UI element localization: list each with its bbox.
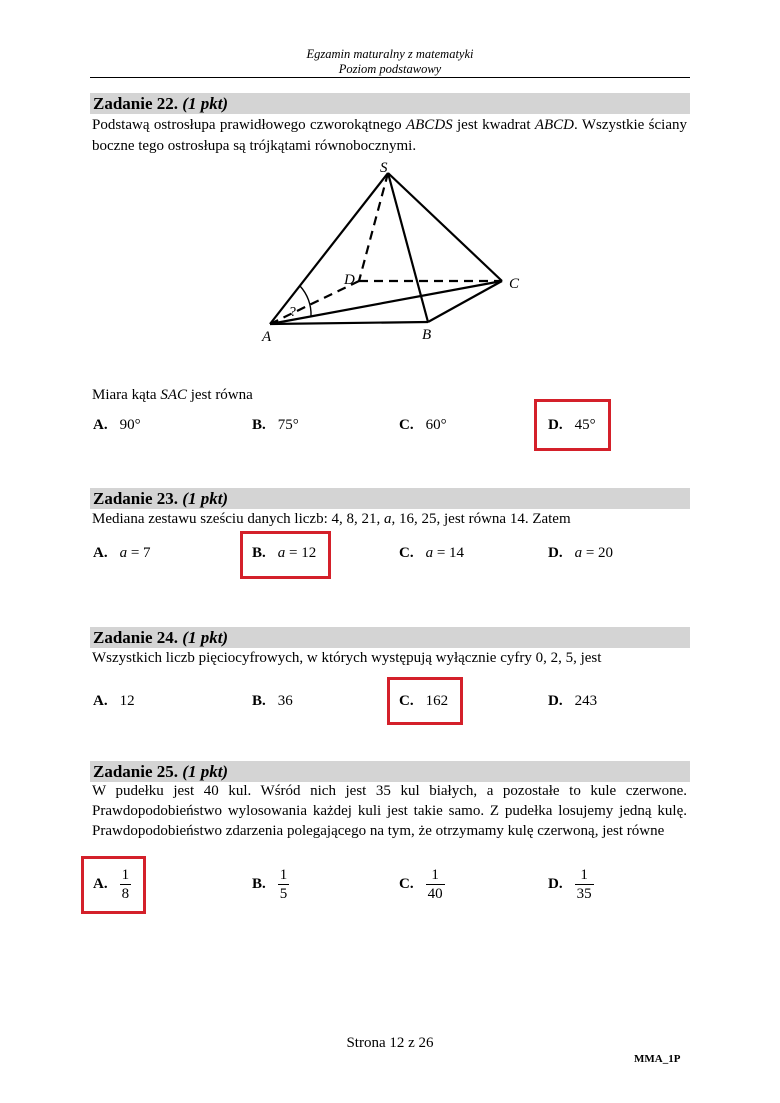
task-22-option-b[interactable]: B. 75° (252, 417, 299, 433)
task-24-text: Wszystkich liczb pięciocyfrowych, w których występują wyłącznie cyfry 0, 2, 5, jest (92, 650, 602, 666)
task-23-title: Zadanie 23. (1 pkt) (93, 489, 229, 508)
task-24-title: Zadanie 24. (1 pkt) (93, 628, 229, 647)
fraction: $\frac{1}{35}$ (576, 867, 592, 902)
task-22-title: Zadanie 22. (1 pkt) (93, 94, 229, 113)
task-24-option-b[interactable]: B. 36 (252, 693, 293, 709)
exam-title: Egzamin maturalny z matematyki (306, 47, 474, 61)
task-25-title: Zadanie 25. (1 pkt) (93, 762, 229, 781)
task-23-answer-highlight (240, 531, 331, 579)
task-23-option-b[interactable]: B. a = 12 (252, 545, 317, 561)
task-24-option-d[interactable]: D. 243 (548, 693, 598, 709)
task-25-option-b[interactable]: B. $\frac{1}{5}$ (252, 867, 288, 902)
task-22-option-a[interactable]: A. 90° (93, 417, 141, 433)
edge-SB (388, 173, 428, 322)
task-22-answer-highlight (534, 399, 611, 451)
label-D: D (344, 272, 355, 288)
task-25-option-d[interactable]: D. $\frac{1}{35}$ (548, 867, 592, 902)
fraction: $\frac{1}{40}$ (427, 867, 443, 902)
exam-level: Poziom podstawowy (338, 62, 442, 76)
task-25-answer-highlight (81, 856, 146, 914)
fraction: $\frac{1}{5}$ (279, 867, 288, 902)
edge-SC (388, 173, 502, 281)
label-S: S (380, 160, 388, 176)
task-24-answer-highlight (387, 677, 463, 725)
task-25-title-bar (90, 761, 690, 782)
task-25-option-c[interactable]: C. $\frac{1}{40}$ (399, 867, 443, 902)
label-angle: ? (290, 305, 297, 320)
task-23-option-d[interactable]: D. a = 20 (548, 545, 614, 561)
fraction: $\frac{1}{8}$ (121, 867, 130, 902)
edge-AB (270, 322, 428, 324)
task-22-question: Miara kąta SAC jest równa (92, 387, 253, 403)
task-25-text-line-3: Prawdopodobieństwo zdarzenia polegającego na tym, że otrzymamy kulę czerwoną, jest równe (92, 823, 665, 839)
task-25-text-line-2: Prawdopodobieństwo wylosowania każdej kuli jest takie samo. Z pudełka losujemy jedną kulę. (92, 803, 687, 819)
edge-SD (359, 173, 388, 281)
task-24-option-a[interactable]: A. 12 (93, 693, 135, 709)
task-22-option-c[interactable]: C. 60° (399, 417, 447, 433)
exam-code: MMA_1P (634, 1053, 681, 1065)
task-22-option-d[interactable]: D. 45° (548, 417, 596, 433)
label-B: B (422, 327, 432, 343)
task-23-title-bar (90, 488, 690, 509)
task-24-option-c[interactable]: C. 162 (399, 693, 449, 709)
task-25-text-line-1: W pudełku jest 40 kul. Wśród nich jest 35 kul białych, a pozostałe to kule czerwone. (92, 783, 687, 799)
page-number: Strona 12 z 26 (346, 1035, 434, 1051)
task-22-text: Podstawą ostrosłupa prawidłowego czworokątnego ABCDS jest kwadrat ABCD. Wszystkie ściany boczne tego ostrosłupa są trójkątami równobocznymi. (92, 117, 687, 154)
label-A: A (262, 329, 272, 345)
diagonal-AC (270, 281, 502, 324)
task-23-option-c[interactable]: C. a = 14 (399, 545, 465, 561)
angle-arc (300, 286, 311, 316)
edge-SA (270, 173, 388, 324)
task-25-option-a[interactable]: A. $\frac{1}{8}$ (93, 867, 130, 902)
pyramid-figure (0, 0, 780, 360)
task-24-title-bar (90, 627, 690, 648)
label-C: C (509, 276, 520, 292)
task-23-text: Mediana zestawu sześciu danych liczb: 4, 8, 21, a, 16, 25, jest równa 14. Zatem (92, 511, 571, 527)
task-23-option-a[interactable]: A. a = 7 (93, 545, 151, 561)
